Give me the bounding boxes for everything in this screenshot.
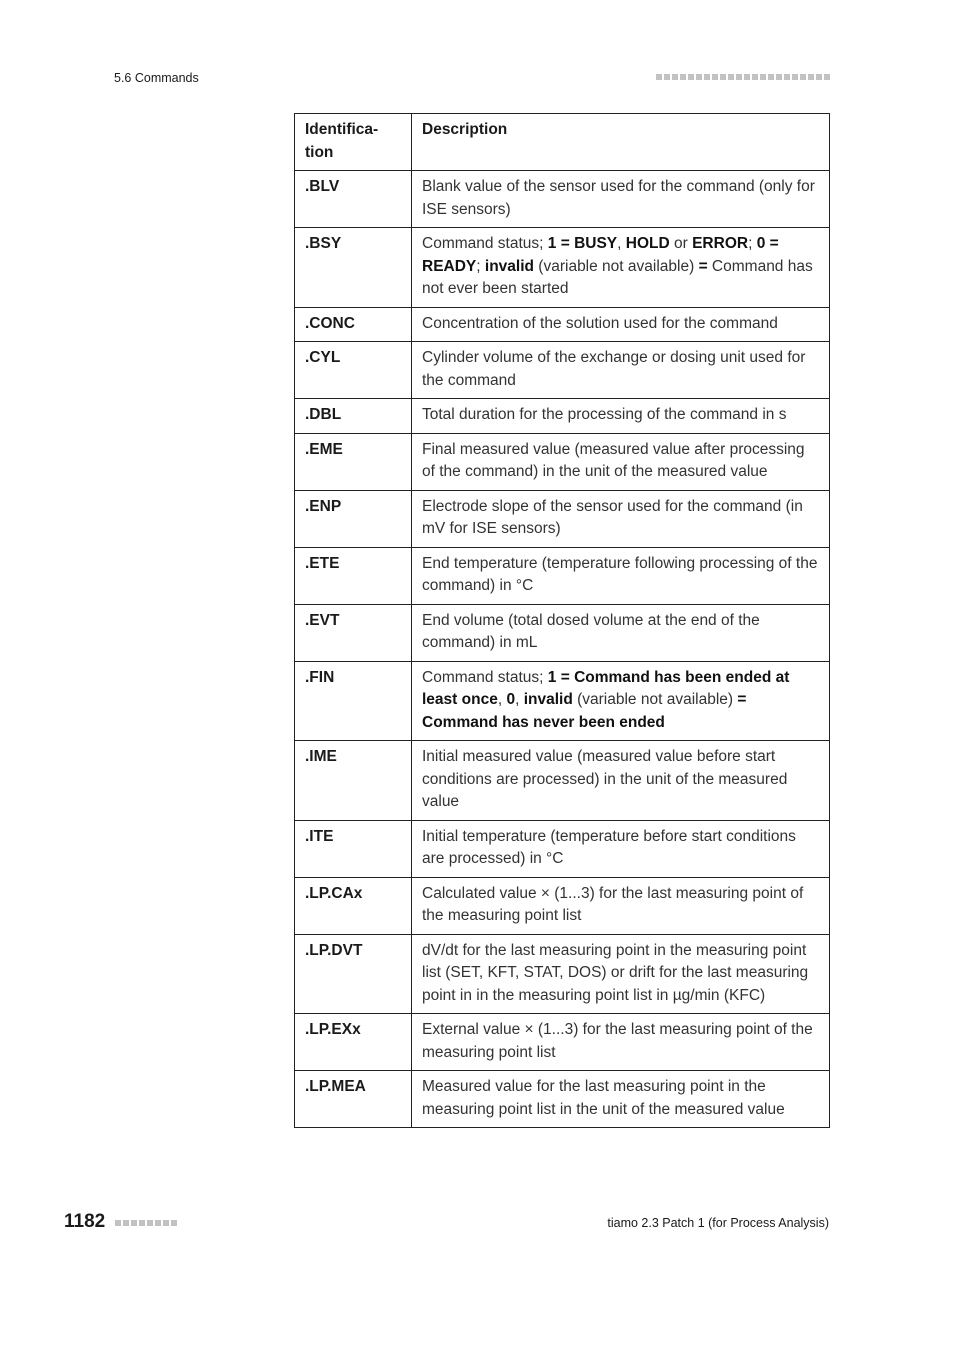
description-text: Concentration of the solution used for the command: [422, 314, 778, 332]
variable-description: [412, 741, 830, 821]
description-text: (variable not available): [534, 257, 699, 275]
page-number: 1182: [64, 1211, 106, 1232]
table-row: [295, 342, 830, 399]
description-text: End volume (total dosed volume at the end of the command) in mL: [422, 611, 760, 651]
description-text: Initial measured value (measured value before start conditions are processed) in the unit of the measured value: [422, 748, 788, 810]
variable-identification: .BLV: [295, 171, 412, 228]
column-header-identification: Identifica-tion: [295, 114, 412, 171]
description-text: ;: [476, 257, 485, 275]
column-header-description: Description: [412, 114, 830, 171]
description-text: Calculated value × (1...3) for the last measuring point of the measuring point list: [422, 884, 804, 924]
description-text: dV/dt for the last measuring point in the measuring point list (SET, KFT, STAT, DOS) or drift for the last measuring point in in the measuring point list in µg/min (KFC): [422, 941, 809, 1004]
table-row: [295, 934, 830, 1014]
description-emphasis: ERROR: [692, 235, 749, 252]
description-emphasis: invalid: [484, 257, 534, 275]
table-row: [295, 547, 830, 604]
variable-identification: .EVT: [295, 604, 412, 661]
description-text: ,: [617, 235, 626, 252]
description-text: Measured value for the last measuring point in the measuring point list in the unit of the measured value: [422, 1078, 785, 1118]
table-row: [295, 433, 830, 490]
description-emphasis: =: [698, 257, 708, 275]
variable-identification: .BSY: [295, 228, 412, 308]
variable-identification: .LP.EXx: [295, 1014, 412, 1071]
table-row: [295, 171, 830, 228]
description-text: Command has not ever been started: [422, 257, 813, 297]
description-emphasis: HOLD: [625, 235, 670, 252]
variable-identification: .CONC: [295, 307, 412, 342]
variables-table: [294, 113, 830, 1128]
description-text: Initial temperature (temperature before start conditions are processed) in °C: [422, 827, 796, 867]
table-row: [295, 1071, 830, 1128]
description-text: ;: [748, 235, 757, 252]
variable-description: [412, 490, 830, 547]
variable-description: [412, 661, 830, 741]
description-text: or: [669, 235, 693, 252]
variable-identification: .DBL: [295, 399, 412, 434]
footer-decoration: [115, 1220, 177, 1226]
table-row: [295, 877, 830, 934]
variable-identification: .IME: [295, 741, 412, 821]
variable-identification: .LP.DVT: [295, 934, 412, 1014]
description-emphasis: = Command has never been ended: [422, 691, 747, 731]
variable-identification: .LP.CAx: [295, 877, 412, 934]
description-text: Total duration for the processing of the command in s: [422, 406, 787, 423]
description-emphasis: 0: [506, 691, 516, 708]
variable-description: [412, 1014, 830, 1071]
variable-description: [412, 820, 830, 877]
table-header-row: [295, 114, 830, 171]
variable-description: [412, 342, 830, 399]
description-emphasis: invalid: [523, 691, 573, 708]
footer-product-name: tiamo 2.3 Patch 1 (for Process Analysis): [607, 1216, 829, 1230]
variable-identification: .ITE: [295, 820, 412, 877]
table-row: [295, 307, 830, 342]
table-row: [295, 604, 830, 661]
description-text: Blank value of the sensor used for the command (only for ISE sensors): [422, 178, 815, 218]
variable-description: [412, 547, 830, 604]
description-text: Command status;: [422, 668, 548, 686]
variable-identification: .LP.MEA: [295, 1071, 412, 1128]
variable-identification: .ENP: [295, 490, 412, 547]
table-row: [295, 741, 830, 821]
variable-description: [412, 604, 830, 661]
header-decoration: [656, 74, 830, 80]
running-header-section: 5.6 Commands: [114, 71, 199, 85]
variable-description: [412, 228, 830, 308]
variable-description: [412, 171, 830, 228]
description-text: Command status;: [422, 235, 548, 252]
description-text: (variable not available): [572, 691, 738, 708]
table-row: [295, 399, 830, 434]
description-text: External value × (1...3) for the last measuring point of the measuring point list: [422, 1021, 813, 1061]
table-row: [295, 490, 830, 547]
table-row: [295, 1014, 830, 1071]
table-row: [295, 820, 830, 877]
variable-description: [412, 307, 830, 342]
variable-description: [412, 433, 830, 490]
variable-description: [412, 934, 830, 1014]
description-text: ,: [515, 691, 524, 708]
description-emphasis: 0 = READY: [422, 235, 779, 275]
variable-identification: .CYL: [295, 342, 412, 399]
description-text: Electrode slope of the sensor used for the command (in mV for ISE sensors): [422, 497, 803, 537]
description-text: Cylinder volume of the exchange or dosing unit used for the command: [422, 349, 806, 389]
description-text: End temperature (temperature following processing of the command) in °C: [422, 554, 818, 594]
description-text: Final measured value (measured value after processing of the command) in the unit of the measured value: [422, 440, 805, 480]
description-emphasis: 1 = BUSY: [547, 235, 618, 252]
variable-description: [412, 399, 830, 434]
table-row: [295, 228, 830, 308]
description-emphasis: 1 = Command has been ended at least once: [422, 668, 790, 708]
variable-description: [412, 877, 830, 934]
description-text: ,: [497, 691, 507, 708]
variable-description: [412, 1071, 830, 1128]
table-row: [295, 661, 830, 741]
variable-identification: .EME: [295, 433, 412, 490]
variable-identification: .ETE: [295, 547, 412, 604]
variable-identification: .FIN: [295, 661, 412, 741]
